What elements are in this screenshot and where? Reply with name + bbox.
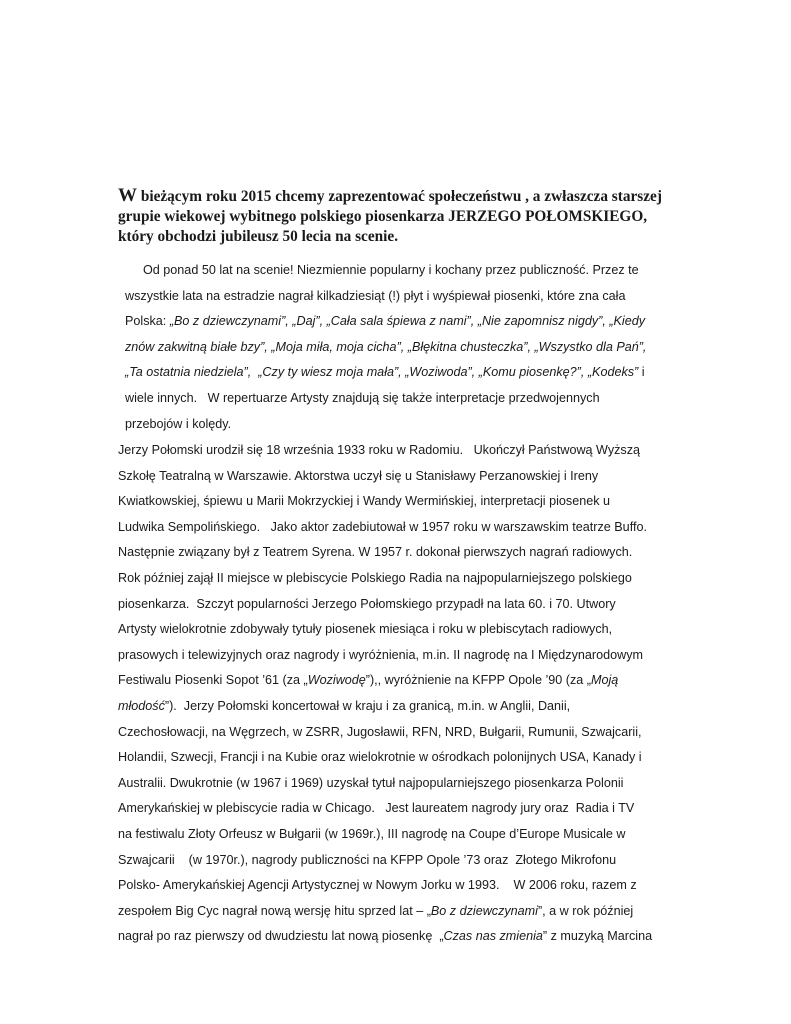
song-titles: „Bo z dziewczynami”, „Daj”, „Cała sala śpiewa z nami”, „Nie zapomnisz nigdy”, „Kiedy	[169, 314, 646, 329]
text-line: nagrał po raz pierwszy od dwudziestu lat nową piosenkę „Czas nas zmienia” z muzyką Marcina	[118, 929, 653, 944]
song-titles: „Ta ostatnia niedziela”, „Czy ty wiesz moja mała”, „Woziwoda”, „Komu piosenkę?”, „Kodeks”	[125, 365, 639, 380]
text-line: „Ta ostatnia niedziela”, „Czy ty wiesz moja mała”, „Woziwoda”, „Komu piosenkę?”, „Kodeks” i	[125, 365, 645, 380]
song-title: Czas nas zmienia	[443, 929, 543, 944]
text-line: Jerzy Połomski urodził się 18 września 1933 roku w Radomiu. Ukończył Państwową Wyższą	[118, 443, 641, 457]
text-line: młodość”). Jerzy Połomski koncertował w kraju i za granicą, m.in. w Anglii, Danii,	[118, 698, 571, 713]
biography-paragraph	[118, 438, 667, 950]
text-line: Holandii, Szwecji, Francji i na Kubie oraz wielokrotnie w ośrodkach polonijnych USA, Kanady i	[118, 750, 642, 765]
intro-paragraph	[125, 258, 666, 437]
text-line: wiele innych. W repertuarze Artysty znajdują się także interpretacje przedwojennych	[125, 390, 600, 405]
song-title: Bo z dziewczynami	[430, 903, 538, 918]
text-line: Ludwika Sempolińskiego. Jako aktor zadebiutował w 1957 roku w warszawskim teatrze Buffo.	[118, 519, 647, 534]
text-line: Festiwalu Piosenki Sopot ’61 (za „Woziwodę”),, wyróżnienie na KFPP Opole ’90 (za „Moją	[118, 673, 619, 688]
text-line: na festiwalu Złoty Orfeusz w Bułgarii (w 1969r.), III nagrodę na Coupe d’Europe Musicale w	[118, 826, 626, 841]
text-line: Czechosłowacji, na Węgrzech, w ZSRR, Jugosławii, RFN, NRD, Bułgarii, Rumunii, Szwajcarii,	[118, 724, 642, 739]
text-line: Amerykańskiej w plebiscycie radia w Chicago. Jest laureatem nagrody jury oraz Radia i TV	[118, 801, 635, 816]
text-line: przebojów i kolędy.	[125, 416, 232, 431]
text-line: wszystkie lata na estradzie nagrał kilkadziesiąt (!) płyt i wyśpiewał piosenki, które zna cała	[125, 288, 626, 303]
text-line: Artysty wielokrotnie zdobywały tytuły piosenek miesiąca i roku w plebiscytach radiowych,	[118, 622, 613, 637]
heading-initial: W	[118, 185, 137, 206]
text-line: Rok później zajął II miejsce w plebiscycie Polskiego Radia na najpopularniejszego polskiego	[118, 570, 632, 585]
song-title: Moją	[590, 673, 619, 688]
text-line: Kwiatkowskiej, śpiewu u Marii Mokrzyckiej i Wandy Wermińskiej, interpretacji piosenek u	[118, 494, 611, 509]
heading-line: grupie wiekowej wybitnego polskiego piosenkarza JERZEGO POŁOMSKIEGO,	[118, 208, 648, 225]
text-line	[125, 335, 666, 361]
song-title: młodość	[118, 698, 165, 713]
heading-line: W bieżącym roku 2015 chcemy zaprezentować społeczeństwu , a zwłaszcza starszej	[118, 185, 662, 206]
heading-line: który obchodzi jubileusz 50 lecia na scenie.	[118, 228, 399, 245]
text-line: piosenkarza. Szczyt popularności Jerzego Połomskiego przypadł na lata 60. i 70. Utwory	[118, 596, 616, 611]
song-titles: znów zakwitną białe bzy”, „Moja miła, moja cicha”, „Błękitna chusteczka”, „Wszystko dla Pań”,	[125, 339, 647, 354]
text-line: zespołem Big Cyc nagrał nową wersję hitu sprzed lat – „Bo z dziewczynami”, a w rok później	[118, 903, 634, 918]
text-line: Szkołę Teatralną w Warszawie. Aktorstwa uczył się u Stanisławy Perzanowskiej i Ireny	[118, 468, 599, 483]
text-line: prasowych i telewizyjnych oraz nagrody i wyróżnienia, m.in. II nagrodę na I Międzynarodowym	[118, 647, 643, 662]
text-line: Szwajcarii (w 1970r.), nagrody publiczności na KFPP Opole ’73 oraz Złotego Mikrofonu	[118, 852, 617, 867]
text-line: Następnie związany był z Teatrem Syrena. W 1957 r. dokonał pierwszych nagrań radiowych.	[118, 545, 633, 560]
song-title: Woziwodę	[307, 673, 366, 688]
text-line: Od ponad 50 lat na scenie! Niezmiennie popularny i kochany przez publiczność. Przez te	[143, 263, 639, 277]
document-heading	[118, 186, 683, 247]
text-line: Polsko- Amerykańskiej Agencji Artystycznej w Nowym Jorku w 1993. W 2006 roku, razem z	[118, 878, 637, 893]
text-line: Polska: „Bo z dziewczynami”, „Daj”, „Cała sala śpiewa z nami”, „Nie zapomnisz nigdy”, „Kiedy	[125, 314, 646, 329]
text-line: Australii. Dwukrotnie (w 1967 i 1969) uzyskał tytuł najpopularniejszego piosenkarza Polonii	[118, 775, 624, 790]
